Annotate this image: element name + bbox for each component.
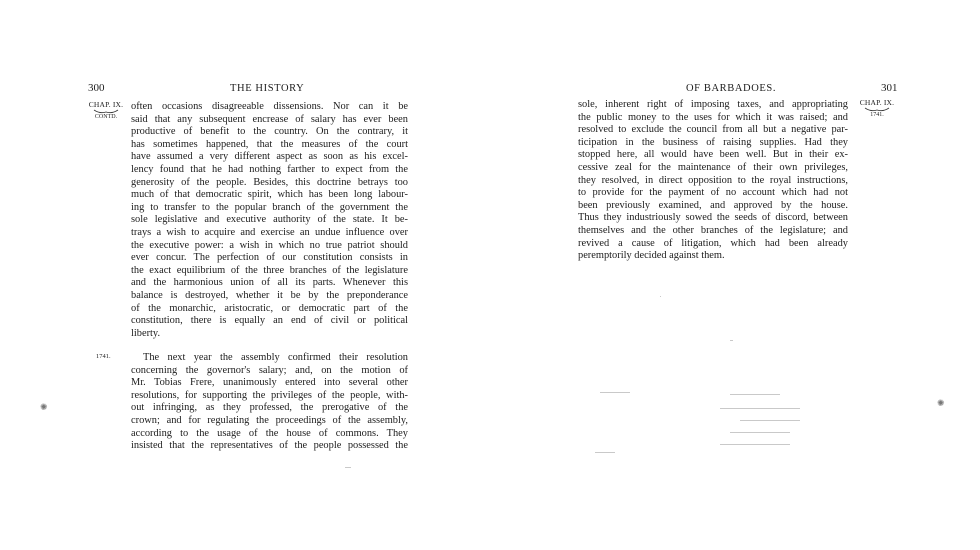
text-line: of the monarchic, aristocratic, or democratic part of the: [131, 302, 408, 314]
right-page: [490, 0, 980, 550]
text-line: peremptorily decided against them.: [578, 250, 725, 262]
text-line: sole, inherent right of imposing taxes, and appropriating: [578, 99, 848, 110]
text-line: to provide for the payment of no account which had not: [578, 187, 848, 199]
text-line: cessive zeal for the maintenance of their own privileges,: [578, 161, 848, 173]
margin-chapter-note: [857, 98, 897, 120]
margin-chapter: CHAP. IX.: [88, 100, 124, 109]
text-line: have assumed a very different aspect as soon as his excel-: [131, 151, 408, 163]
text-line: ever concur. The perfection of our constitution consists in: [131, 252, 408, 264]
text-line: said that any subsequent encrease of salary has ever been: [131, 113, 408, 125]
text-line: concerning the governor's salary; and, on the motion of: [131, 364, 408, 376]
text-line: generosity of the people. Besides, this doctrine betrays too: [131, 176, 408, 188]
scan-speck: [720, 408, 800, 409]
left-text-block-1: [131, 101, 408, 340]
scan-speck: [595, 452, 615, 453]
right-text-block: [578, 99, 848, 263]
scan-speck: [730, 394, 780, 395]
text-line: the exact equilibrium of the three branches of the legislature: [131, 264, 408, 276]
text-line: the executive power: a wish in which no true patriot should: [131, 239, 408, 251]
text-line: stopped here, all would have been well. But in their ex-: [578, 149, 848, 161]
text-line: often occasions disagreeable dissensions. Nor can it be: [131, 101, 408, 112]
text-line: Mr. Tobias Frere, unanimously entered into several other: [131, 377, 408, 389]
text-line: insisted that the representatives of the people possessed the: [131, 440, 408, 452]
scan-speck: [730, 340, 733, 341]
page-number: 301: [881, 82, 898, 94]
text-line: much of that democratic spirit, which has been long labour-: [131, 189, 408, 201]
running-head: THE HISTORY: [230, 83, 305, 94]
text-line: ing to transfer to the popular branch of the government the: [131, 201, 408, 213]
scan-speck: ✺: [937, 398, 945, 408]
margin-chapter: CHAP. IX.: [859, 98, 895, 107]
scan-speck: [660, 296, 661, 297]
text-line: lency found that he had nothing farther to expect from the: [131, 163, 408, 175]
margin-year: 1741.: [96, 353, 111, 360]
text-line: been previously examined, and approved by the house.: [578, 199, 848, 211]
text-line: liberty.: [131, 327, 161, 339]
text-line: sole legislative and executive authority of the state. It be-: [131, 214, 408, 226]
scan-speck: [600, 392, 630, 393]
scan-speck: [730, 432, 790, 433]
text-line: ticipation in the business of raising supplies. Had they: [578, 136, 848, 148]
margin-chapter-note: [86, 100, 126, 122]
text-line: constitution, there is equally an end of civil or political: [131, 315, 408, 327]
scan-speck: ✺: [40, 402, 48, 412]
text-line: productive of benefit to the country. On the contrary, it: [131, 126, 408, 138]
running-head: OF BARBADOES.: [686, 83, 777, 94]
text-line: and the harmonious union of all its parts. Whenever this: [131, 277, 408, 289]
text-line: revived a cause of litigation, which had been already: [578, 237, 848, 249]
text-line: resolved to exclude the council from all but a negative par-: [578, 124, 848, 136]
text-line: themselves and the other branches of the legislature; and: [578, 224, 848, 236]
text-line: crown; and for regulating the proceedings of the assembly,: [131, 414, 408, 426]
scan-speck: [740, 420, 800, 421]
margin-continued: CONTD.: [94, 114, 118, 121]
text-line: Thus they industriously sowed the seeds of discord, between: [578, 212, 848, 224]
scan-speck: [720, 444, 790, 445]
text-line: has sometimes happened, that the measures of the court: [131, 138, 408, 150]
margin-year: 1741.: [870, 112, 884, 119]
text-line: out infringing, as they professed, the prerogative of the: [131, 402, 408, 414]
text-line: resolutions, for supporting the privileges of the people, with-: [131, 389, 408, 401]
text-line: they resolved, in direct opposition to the royal instructions,: [578, 174, 848, 186]
text-line: balance is destroyed, whether it be by the preponderance: [131, 289, 408, 301]
text-line: trays a wish to acquire and exercise an undue influence over: [131, 226, 408, 238]
text-line: The next year the assembly confirmed their resolution: [143, 352, 408, 363]
scan-speck: [345, 467, 351, 468]
text-line: the public money to the uses for which it was raised; and: [578, 111, 848, 123]
text-line: according to the usage of the house of commons. They: [131, 427, 408, 439]
page-number: 300: [88, 82, 105, 94]
left-text-block-2: [131, 352, 408, 453]
